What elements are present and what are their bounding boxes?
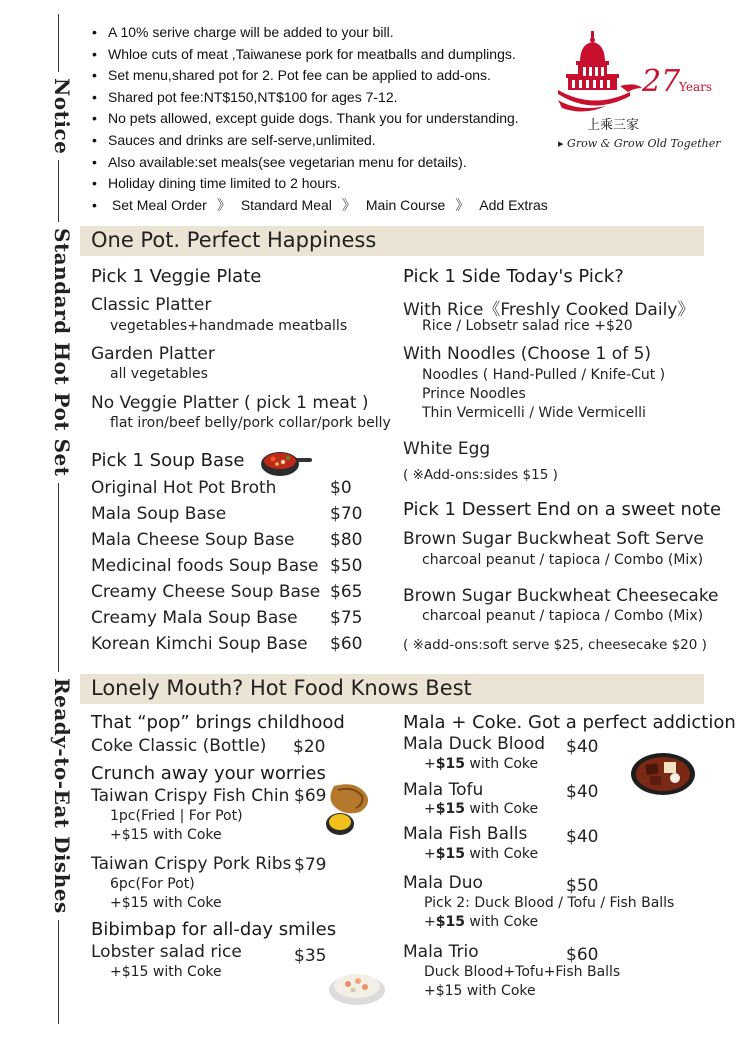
arrow-right-icon: ▸ — [558, 137, 568, 150]
order-step-extras: Add Extras — [479, 196, 548, 213]
dish-price: $40 — [566, 737, 599, 757]
section-header-hot-food — [80, 674, 704, 704]
dish-note: Pick 2: Duck Blood / Tofu / Fish Balls — [424, 895, 675, 911]
coke-with: with Coke — [464, 801, 539, 817]
logo-years-number: 27 — [642, 64, 681, 99]
dish-name: Mala Trio — [403, 942, 479, 962]
notice-item: • Also available:set meals(see vegetarian menu for details). — [92, 152, 562, 174]
soup-item-price: $70 — [330, 504, 363, 524]
dish-name: Mala Duo — [403, 873, 483, 893]
veggie-heading: Pick 1 Veggie Plate — [91, 266, 262, 287]
logo-chinese-name: 上乘三家 — [587, 118, 640, 133]
mala-heading: Mala + Coke. Got a perfect addiction — [403, 712, 736, 733]
dish-note: +$15 with Coke — [110, 964, 222, 980]
veggie-item-desc: all vegetables — [110, 366, 208, 382]
coke-with: with Coke — [464, 914, 539, 930]
section-header-one-pot — [80, 226, 704, 256]
side-label-standard-set: Standard Hot Pot Set — [44, 222, 74, 483]
notice-item: • Sauces and drinks are self-serve,unlimited. — [92, 130, 562, 152]
soup-item-name: Creamy Mala Soup Base — [91, 608, 298, 628]
dish-name: Mala Tofu — [403, 780, 484, 800]
veggie-item-name: Classic Platter — [91, 295, 212, 315]
soup-item-name: Mala Soup Base — [91, 504, 227, 524]
noodle-option: Noodles ( Hand-Pulled / Knife-Cut ) — [422, 367, 666, 383]
soup-item-name: Original Hot Pot Broth — [91, 478, 277, 498]
coke-with: with Coke — [464, 756, 539, 772]
dessert-item-options: charcoal peanut / tapioca / Combo (Mix) — [422, 608, 704, 624]
soup-item-price: $80 — [330, 530, 363, 550]
dish-name: Lobster salad rice — [91, 942, 242, 962]
dish-note: +$15 with Coke — [424, 983, 536, 999]
veggie-item-name: Garden Platter — [91, 344, 215, 364]
dish-price: $50 — [566, 876, 599, 896]
dish-note: Duck Blood+Tofu+Fish Balls — [424, 964, 621, 980]
lobster-rice-icon — [328, 966, 386, 1006]
noodle-option: Prince Noodles — [422, 386, 526, 402]
order-arrow-icon: 》 — [216, 196, 231, 213]
coke-amount: $15 — [435, 756, 465, 772]
dish-price: $20 — [293, 737, 326, 757]
coke-with: with Coke — [464, 846, 539, 862]
veggie-item-desc: vegetables+handmade meatballs — [110, 318, 348, 334]
dish-note — [424, 801, 538, 817]
coke-plus: + — [424, 846, 436, 862]
soup-item-name: Medicinal foods Soup Base — [91, 556, 319, 576]
dish-note — [424, 914, 538, 930]
notice-list — [92, 22, 562, 216]
order-step-set-meal: Set Meal Order — [111, 196, 207, 213]
dish-name: Mala Duck Blood — [403, 734, 546, 754]
dessert-note: ( ※add-ons:soft serve $25, cheesecake $20 ) — [403, 637, 707, 653]
hot-pot-icon — [258, 446, 314, 480]
restaurant-logo — [558, 30, 721, 160]
dish-price: $40 — [566, 827, 599, 847]
notice-item: • Set menu,shared pot for 2. Pot fee can be applied to add-ons. — [92, 65, 562, 87]
logo-tagline — [558, 137, 720, 150]
dish-price: $79 — [294, 855, 327, 875]
dish-note — [424, 756, 538, 772]
side-label-notice: Notice — [44, 72, 74, 160]
coke-amount: $15 — [435, 846, 465, 862]
coke-plus: + — [424, 801, 436, 817]
crispy-fish-icon — [316, 782, 374, 842]
dish-note: +$15 with Coke — [110, 827, 222, 843]
dish-note: 6pc(For Pot) — [110, 876, 195, 892]
dish-note — [424, 846, 538, 862]
coke-plus: + — [424, 756, 436, 772]
soup-item-name: Korean Kimchi Soup Base — [91, 634, 308, 654]
order-arrow-icon: 》 — [455, 196, 470, 213]
mala-dish-icon — [630, 752, 696, 796]
veggie-item-desc: flat iron/beef belly/pork collar/pork belly — [110, 415, 391, 431]
rice-heading: With Rice《Freshly Cooked Daily》 — [403, 300, 695, 320]
side-label-ready-dishes: Ready-to-Eat Dishes — [44, 672, 74, 920]
rice-options: Rice / Lobsetr salad rice +$20 — [422, 318, 633, 334]
noodle-heading: With Noodles (Choose 1 of 5) — [403, 344, 652, 364]
soup-item-name: Mala Cheese Soup Base — [91, 530, 295, 550]
coke-amount: $15 — [435, 914, 465, 930]
notice-item: • Holiday dining time limited to 2 hours. — [92, 173, 562, 195]
dish-price: $69 — [294, 786, 327, 806]
soup-heading: Pick 1 Soup Base — [91, 450, 245, 471]
soup-item-price: $65 — [330, 582, 363, 602]
egg-note: ( ※Add-ons:sides $15 ) — [403, 467, 558, 483]
dish-name: Coke Classic (Bottle) — [91, 736, 267, 756]
notice-item: • A 10% serive charge will be added to your bill. — [92, 22, 562, 44]
dish-name: Taiwan Crispy Pork Ribs — [91, 854, 292, 874]
group-heading-childhood: That “pop” brings childhood — [91, 712, 345, 733]
dish-price: $40 — [566, 782, 599, 802]
noodle-option: Thin Vermicelli / Wide Vermicelli — [422, 405, 646, 421]
dish-name: Mala Fish Balls — [403, 824, 528, 844]
logo-tagline-text: Grow & Grow Old Together — [567, 137, 721, 150]
soup-item-name: Creamy Cheese Soup Base — [91, 582, 321, 602]
coke-plus: + — [424, 914, 436, 930]
soup-item-price: $50 — [330, 556, 363, 576]
dish-name: Taiwan Crispy Fish Chin — [91, 786, 290, 806]
order-flow — [92, 195, 562, 217]
logo-years-word: Years — [679, 80, 713, 94]
dessert-item-name: Brown Sugar Buckwheat Cheesecake — [403, 586, 719, 606]
group-heading-bibimbap: Bibimbap for all-day smiles — [91, 919, 337, 940]
soup-item-price: $0 — [330, 478, 352, 498]
section-title: Lonely Mouth? Hot Food Knows Best — [91, 676, 472, 700]
order-step-standard: Standard Meal — [240, 196, 332, 213]
notice-item: • Whloe cuts of meat ,Taiwanese pork for meatballs and dumplings. — [92, 44, 562, 66]
order-arrow-icon: 》 — [341, 196, 356, 213]
veggie-item-name: No Veggie Platter ( pick 1 meat ) — [91, 393, 369, 413]
dish-price: $35 — [294, 946, 327, 966]
notice-item: • No pets allowed, except guide dogs. Thank you for understanding. — [92, 108, 562, 130]
dish-note: +$15 with Coke — [110, 895, 222, 911]
soup-item-price: $75 — [330, 608, 363, 628]
soup-item-price: $60 — [330, 634, 363, 654]
dessert-heading: Pick 1 Dessert End on a sweet note — [403, 499, 722, 520]
dish-note: 1pc(Fried | For Pot) — [110, 808, 243, 824]
notice-item: • Shared pot fee:NT$150,NT$100 for ages 7-12. — [92, 87, 562, 109]
egg-heading: White Egg — [403, 439, 491, 459]
dish-price: $60 — [566, 945, 599, 965]
coke-amount: $15 — [435, 801, 465, 817]
order-step-main: Main Course — [365, 196, 446, 213]
group-heading-crunch: Crunch away your worries — [91, 763, 326, 784]
side-heading: Pick 1 Side Today's Pick? — [403, 266, 624, 287]
section-title: One Pot. Perfect Happiness — [91, 228, 377, 252]
dessert-item-options: charcoal peanut / tapioca / Combo (Mix) — [422, 552, 704, 568]
dessert-item-name: Brown Sugar Buckwheat Soft Serve — [403, 529, 704, 549]
